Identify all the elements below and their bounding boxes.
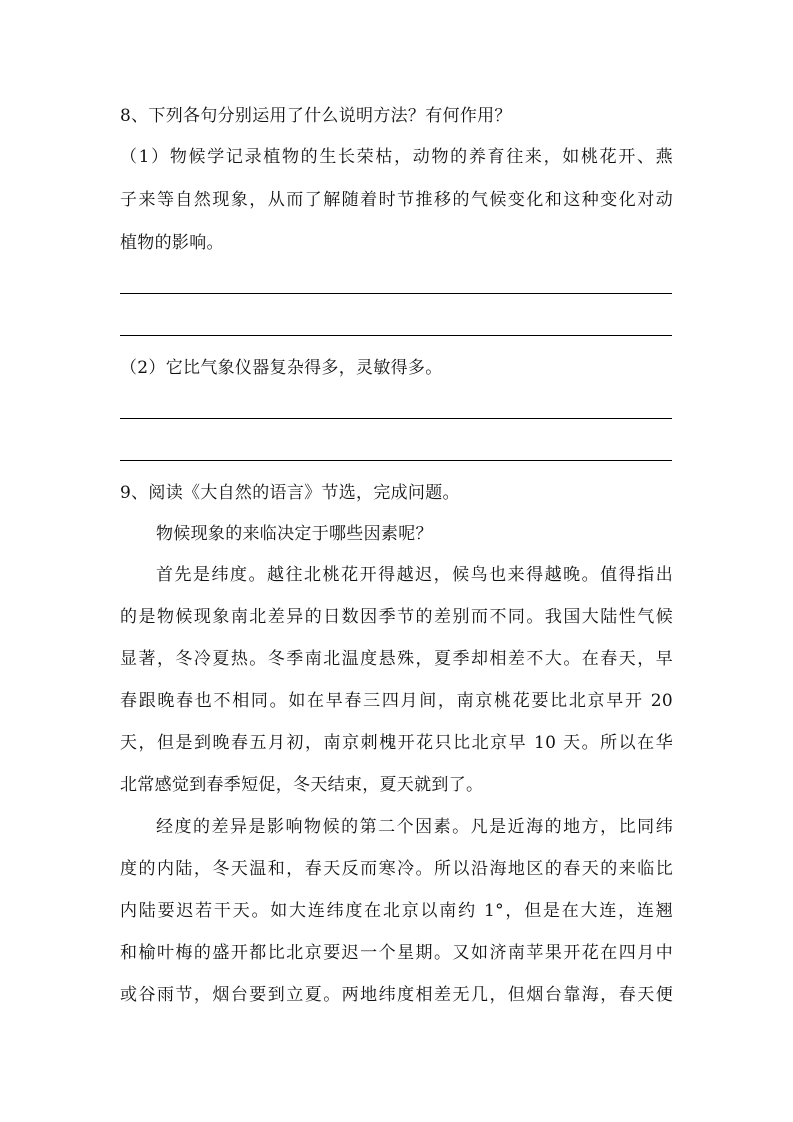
paragraph-line: 度的内陆，冬天温和，春天反而寒冷。所以沿海地区的春天的来临比 bbox=[120, 859, 673, 879]
item-1-line: （1）物候学记录植物的生长荣枯，动物的养育往来，如桃花开、燕 bbox=[120, 147, 673, 167]
paragraph-line: 或谷雨节，烟台要到立夏。两地纬度相差无几，但烟台靠海，春天便 bbox=[120, 985, 673, 1005]
paragraph-line: 经度的差异是影响物候的第二个因素。凡是近海的地方，比同纬 bbox=[156, 817, 673, 837]
paragraph-line: 天，但是到晚春五月初，南京刺槐开花只比北京早 10 天。所以在华 bbox=[120, 733, 673, 753]
paragraph-line: 首先是纬度。越往北桃花开得越迟，候鸟也来得越晚。值得指出 bbox=[156, 565, 673, 585]
paragraph-line: 显著，冬冷夏热。冬季南北温度悬殊，夏季却相差不大。在春天，早 bbox=[120, 649, 673, 669]
answer-line-2b[interactable] bbox=[120, 460, 672, 461]
paragraph-line: 春跟晚春也不相同。如在早春三四月间，南京桃花要比北京早开 20 bbox=[120, 691, 673, 711]
answer-line-1a[interactable] bbox=[120, 293, 672, 294]
answer-line-1b[interactable] bbox=[120, 335, 672, 336]
paragraph-line: 和榆叶梅的盛开都比北京要迟一个星期。又如济南苹果开花在四月中 bbox=[120, 943, 673, 963]
paragraph-line: 的是物候现象南北差异的日数因季节的差别而不同。我国大陆性气候 bbox=[120, 607, 673, 627]
paragraph-line: 内陆要迟若干天。如大连纬度在北京以南约 1°，但是在大连，连翘 bbox=[120, 901, 673, 921]
question-9-title: 9、阅读《大自然的语言》节选，完成问题。 bbox=[120, 483, 460, 503]
question-8-title: 8、下列各句分别运用了什么说明方法？有何作用？ bbox=[120, 106, 512, 126]
paragraph-line: 北常感觉到春季短促，冬天结束，夏天就到了。 bbox=[120, 775, 484, 795]
item-2-text: （2）它比气象仪器复杂得多，灵敏得多。 bbox=[120, 358, 443, 378]
item-1-line: 子来等自然现象，从而了解随着时节推移的气候变化和这种变化对动 bbox=[120, 190, 673, 210]
passage-paragraph-1: 物候现象的来临决定于哪些因素呢？ bbox=[156, 524, 433, 544]
answer-line-2a[interactable] bbox=[120, 418, 672, 419]
item-1-line: 植物的影响。 bbox=[120, 233, 224, 253]
